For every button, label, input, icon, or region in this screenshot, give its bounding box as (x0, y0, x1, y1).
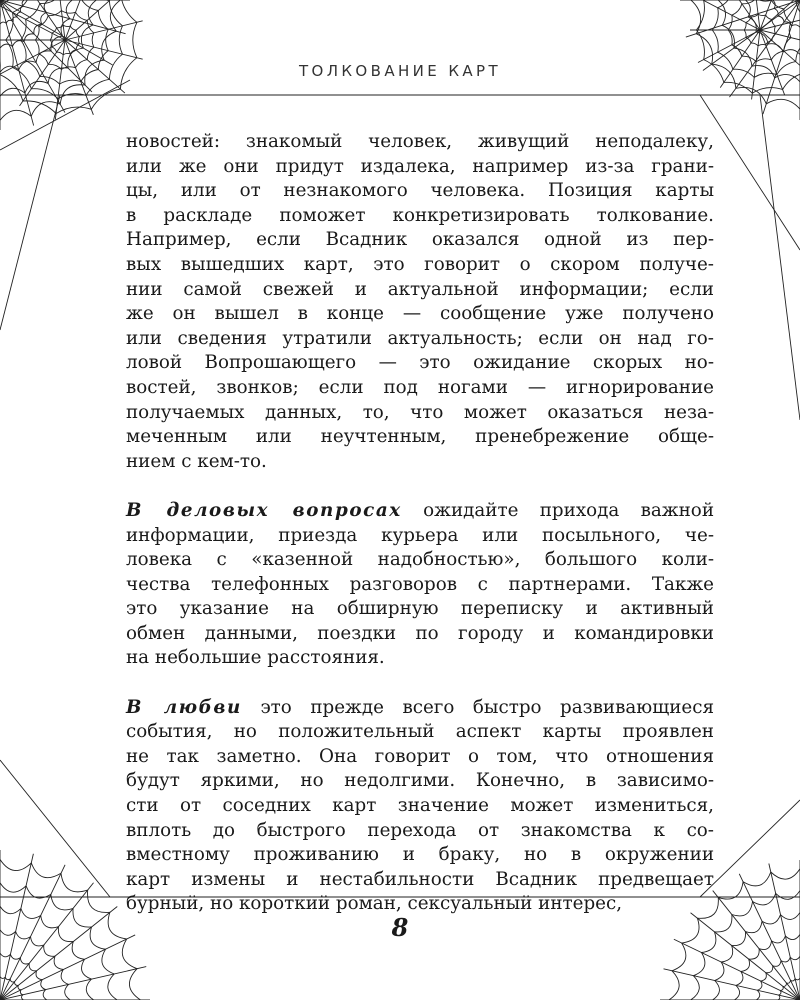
section-lead: В деловых вопросах (126, 499, 402, 521)
text-line (126, 696, 714, 721)
line-text: цы, или от незнакомого человека. Позиция карты (126, 180, 714, 202)
section-lead: В любви (126, 696, 242, 718)
web-spoke (0, 906, 117, 1000)
line-text: новостей: знакомый человек, живущий неподалеку, (126, 131, 714, 152)
line-text: или же они придут издалека, например из-за грани- (126, 155, 714, 177)
text-line (126, 179, 714, 204)
text-line (126, 794, 714, 819)
web-spoke (0, 0, 126, 34)
line-text: на небольшие расстояния. (126, 647, 385, 669)
text-line (126, 745, 714, 770)
text-line (126, 450, 714, 475)
web-ring (734, 934, 800, 1000)
web-spoke (0, 865, 65, 1000)
text-line (126, 204, 714, 229)
text-line (126, 819, 714, 844)
text-line (126, 228, 714, 253)
text-line (126, 573, 714, 598)
text-line (126, 720, 714, 745)
line-text: меченным или неучтенным, пренебрежение обще- (126, 426, 714, 448)
line-text: события, но положительный аспект карты проявлен (126, 721, 714, 743)
web-thread (760, 95, 800, 420)
line-text: в раскладе поможет конкретизировать толкование. (126, 204, 714, 226)
web-ring (0, 953, 47, 1000)
web-spoke (664, 969, 800, 1000)
web-ring (0, 859, 141, 1000)
text-line (126, 646, 714, 671)
text-line (126, 425, 714, 450)
web-spoke (0, 0, 92, 92)
text-line (126, 769, 714, 794)
paragraph (126, 696, 714, 917)
web-spoke (691, 913, 800, 1000)
web-thread (0, 95, 60, 330)
web-spoke (703, 0, 800, 71)
line-text: не так заметно. Она говорит о том, что отношения (126, 745, 714, 767)
text-line (126, 155, 714, 180)
line-text: Например, если Всадник оказался одной из пер- (126, 229, 714, 251)
text-line (126, 524, 714, 549)
text-line (126, 278, 714, 303)
line-text: нии самой свежей и актуальной информации; если (126, 278, 714, 300)
line-text: же он вышел в конце — сообщение уже получено (126, 303, 714, 325)
line-text: востей, звонков; если под ногами — игнорирование (126, 376, 714, 398)
line-text: ожидайте прихода важной (401, 499, 715, 521)
text-line (126, 548, 714, 573)
text-line (126, 499, 714, 524)
paragraph-gap (126, 474, 714, 499)
line-text: будут яркими, но недолгими. Конечно, в зависимо- (126, 770, 714, 792)
web-ring (713, 913, 800, 1000)
web-spoke (698, 0, 760, 30)
text-line (126, 892, 714, 917)
web-ring (778, 978, 800, 1000)
line-text: или сведения утратили актуальность; если он над го- (126, 327, 714, 349)
web-spoke (0, 883, 94, 1000)
web-spoke (769, 864, 800, 1000)
text-line (126, 622, 714, 647)
text-line (126, 597, 714, 622)
line-text: вместному проживанию и браку, но в окружении (126, 844, 714, 866)
line-text: это указание на обширную переписку и активный (126, 598, 714, 620)
line-text: информации, приезда курьера или посыльного, че- (126, 524, 714, 546)
line-text: бурный, но короткий роман, сексуальный интерес, (126, 893, 623, 915)
line-text: вых вышедших карт, это говорит о скором получе- (126, 253, 714, 275)
running-header: ТОЛКОВАНИЕ КАРТ (298, 62, 502, 80)
paragraph-gap (126, 671, 714, 696)
text-line (126, 843, 714, 868)
text-line (126, 401, 714, 426)
web-spoke (739, 874, 800, 1000)
web-spoke (0, 0, 65, 113)
web-ring (0, 883, 117, 1000)
line-text: карт измены и нестабильности Всадник предвещает (126, 868, 714, 890)
text-line (126, 253, 714, 278)
top-left-cobweb (0, 0, 143, 119)
body-text (126, 130, 714, 917)
top-right-corner-web (680, 0, 800, 120)
web-spoke (55, 0, 65, 40)
top-left-corner-web (0, 0, 130, 130)
text-line (126, 130, 714, 155)
text-line (126, 351, 714, 376)
line-text: получаемых данных, то, что может оказаться неза- (126, 401, 714, 423)
text-line (126, 327, 714, 352)
web-spoke (674, 939, 800, 1000)
text-line (126, 376, 714, 401)
text-line (126, 868, 714, 893)
line-text: сти от соседних карт значение может измениться, (126, 795, 714, 817)
line-text: это прежде всего быстро развивающиеся (241, 696, 714, 718)
web-spoke (0, 967, 146, 1000)
web-ring (0, 930, 70, 1000)
web-spoke (0, 0, 34, 126)
web-ring (0, 977, 23, 1000)
page-number: 8 (391, 913, 409, 942)
paragraph (126, 130, 714, 474)
web-spoke (729, 0, 800, 97)
line-text: вплоть до быстрого перехода от знакомства к со- (126, 819, 714, 841)
web-spoke (65, 21, 143, 40)
line-text: ловой Вопрошающего — это ожидание скорых но- (126, 352, 714, 374)
line-text: обмен данными, поездки по городу и командировки (126, 622, 714, 644)
web-ring (756, 956, 800, 1000)
paragraph (126, 499, 714, 671)
line-text: нием с кем-то. (126, 450, 267, 472)
text-line (126, 302, 714, 327)
line-text: чества телефонных разговоров с партнерами. Также (126, 573, 714, 595)
web-ring (0, 906, 94, 1000)
line-text: ловека с «казенной надобностью», большого коли- (126, 549, 714, 571)
web-spoke (0, 935, 135, 1000)
web-thread (700, 95, 800, 250)
web-thread (700, 800, 800, 897)
web-spoke (713, 891, 800, 1000)
web-spoke (0, 854, 33, 1000)
